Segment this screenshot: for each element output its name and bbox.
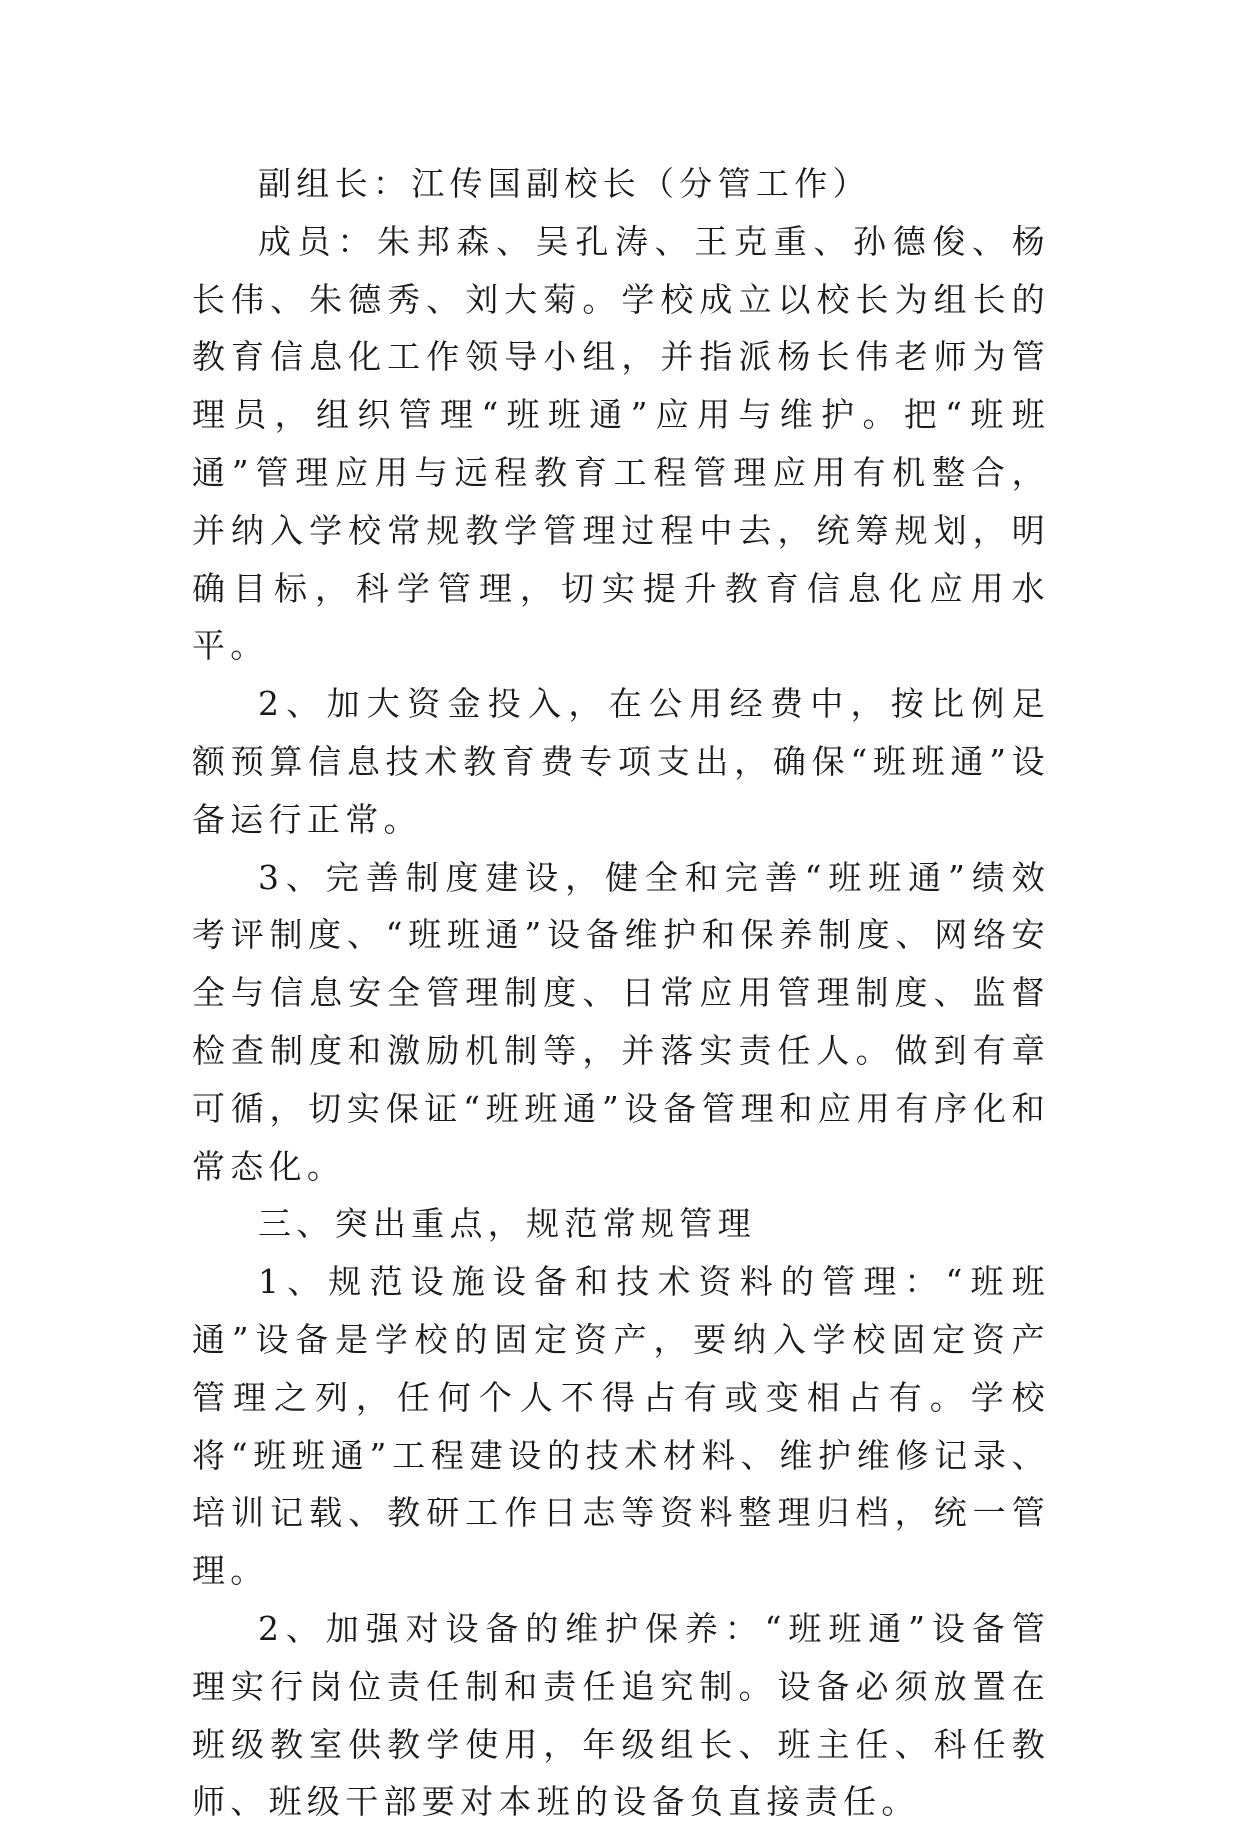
paragraph-deputy-leader: 副组长：江传国副校长（分管工作） [258, 164, 871, 203]
paragraph-funding: 2、加大资金投入，在公用经费中，按比例足额预算信息技术教育费专项支出，确保“班班通”设备运行正常。 [192, 684, 1050, 839]
paragraph-system-building: 3、完善制度建设，健全和完善“班班通”绩效考评制度、“班班通”设备维护和保养制度、网络安全与信息安全管理制度、日常应用管理制度、监督检查制度和激励机制等，并落实责任人。做到有章可循，切实保证“班班通”设备管理和应用有序化和常态化。 [192, 857, 1050, 1186]
paragraph-members: 成员：朱邦森、吴孔涛、王克重、孙德俊、杨长伟、朱德秀、刘大菊。学校成立以校长为组长的教育信息化工作领导小组，并指派杨长伟老师为管理员，组织管理“班班通”应用与维护。把“班班通”管理应用与远程教育工程管理应用有机整合，并纳入学校常规教学管理过程中去，统筹规划，明确目标，科学管理，切实提升教育信息化应用水平。 [192, 221, 1050, 666]
document-body [192, 155, 1050, 1831]
paragraph-equipment-management: 1、规范设施设备和技术资料的管理：“班班通”设备是学校的固定资产，要纳入学校固定资产管理之列，任何个人不得占有或变相占有。学校将“班班通”工程建设的技术材料、维护维修记录、培训记载、教研工作日志等资料整理归档，统一管理。 [192, 1262, 1050, 1591]
paragraph-maintenance: 2、加强对设备的维护保养：“班班通”设备管理实行岗位责任制和责任追究制。设备必须放置在班级教室供教学使用，年级组长、班主任、科任教师、班级干部要对本班的设备负直接责任。 [192, 1608, 1050, 1822]
section-heading-three: 三、突出重点，规范常规管理 [258, 1204, 756, 1244]
